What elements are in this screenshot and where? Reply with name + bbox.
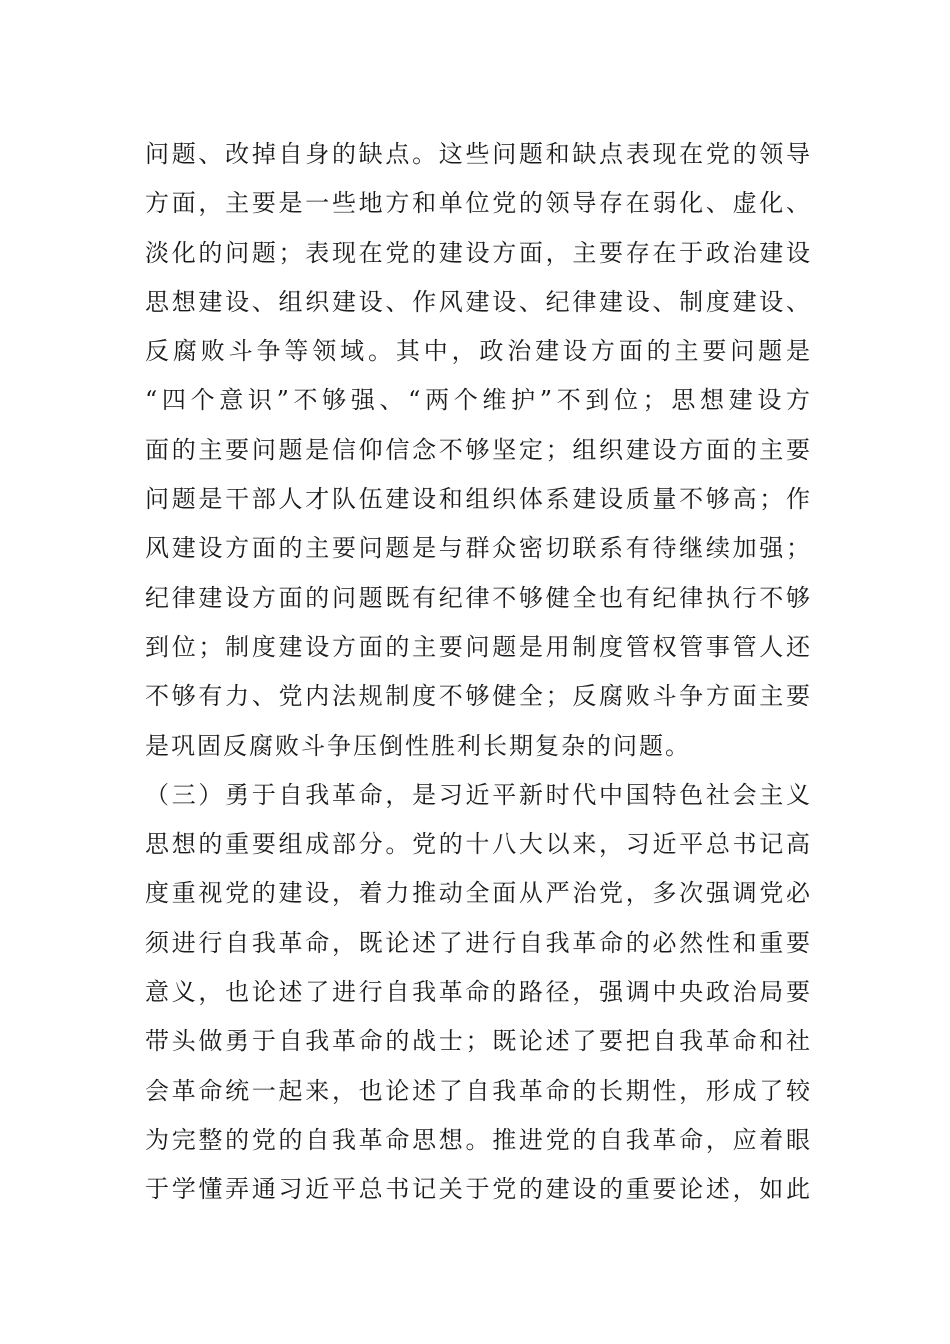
text-line: 问题、改掉自身的缺点。这些问题和缺点表现在党的领导	[145, 140, 810, 168]
text-line: 风建设方面的主要问题是与群众密切联系有待继续加强；	[145, 534, 810, 563]
text-line: （三）勇于自我革命，是习近平新时代中国特色社会主义	[145, 780, 810, 809]
text-line: 方面，主要是一些地方和单位党的领导存在弱化、虚化、	[145, 189, 810, 218]
text-line: 面的主要问题是信仰信念不够坚定；组织建设方面的主要	[145, 435, 810, 464]
text-line: 是巩固反腐败斗争压倒性胜利长期复杂的问题。	[145, 731, 691, 760]
text-line: 会革命统一起来，也论述了自我革命的长期性，形成了较	[145, 1076, 810, 1105]
text-line: 带头做勇于自我革命的战士；既论述了要把自我革命和社	[145, 1027, 810, 1056]
text-line: 不够有力、党内法规制度不够健全；反腐败斗争方面主要	[145, 682, 810, 711]
text-line: 须进行自我革命，既论述了进行自我革命的必然性和重要	[145, 928, 810, 957]
text-line: 到位；制度建设方面的主要问题是用制度管权管事管人还	[145, 632, 810, 661]
text-line: 思想建设、组织建设、作风建设、纪律建设、制度建设、	[145, 287, 810, 316]
body-text	[145, 130, 810, 1215]
text-line: 淡化的问题；表现在党的建设方面，主要存在于政治建设	[145, 238, 810, 267]
text-line: 思想的重要组成部分。党的十八大以来，习近平总书记高	[145, 830, 810, 859]
text-line: 反腐败斗争等领域。其中，政治建设方面的主要问题是	[145, 337, 810, 366]
text-line: 度重视党的建设，着力推动全面从严治党，多次强调党必	[145, 879, 810, 908]
text-line: 为完整的党的自我革命思想。推进党的自我革命，应着眼	[145, 1125, 810, 1154]
text-line: 于学懂弄通习近平总书记关于党的建设的重要论述，如此	[145, 1175, 810, 1204]
text-line: “四个意识”不够强、“两个维护”不到位；思想建设方	[145, 386, 810, 415]
text-line: 意义，也论述了进行自我革命的路径，强调中央政治局要	[145, 978, 810, 1007]
text-line: 问题是干部人才队伍建设和组织体系建设质量不够高；作	[145, 485, 810, 514]
text-line: 纪律建设方面的问题既有纪律不够健全也有纪律执行不够	[145, 583, 810, 612]
